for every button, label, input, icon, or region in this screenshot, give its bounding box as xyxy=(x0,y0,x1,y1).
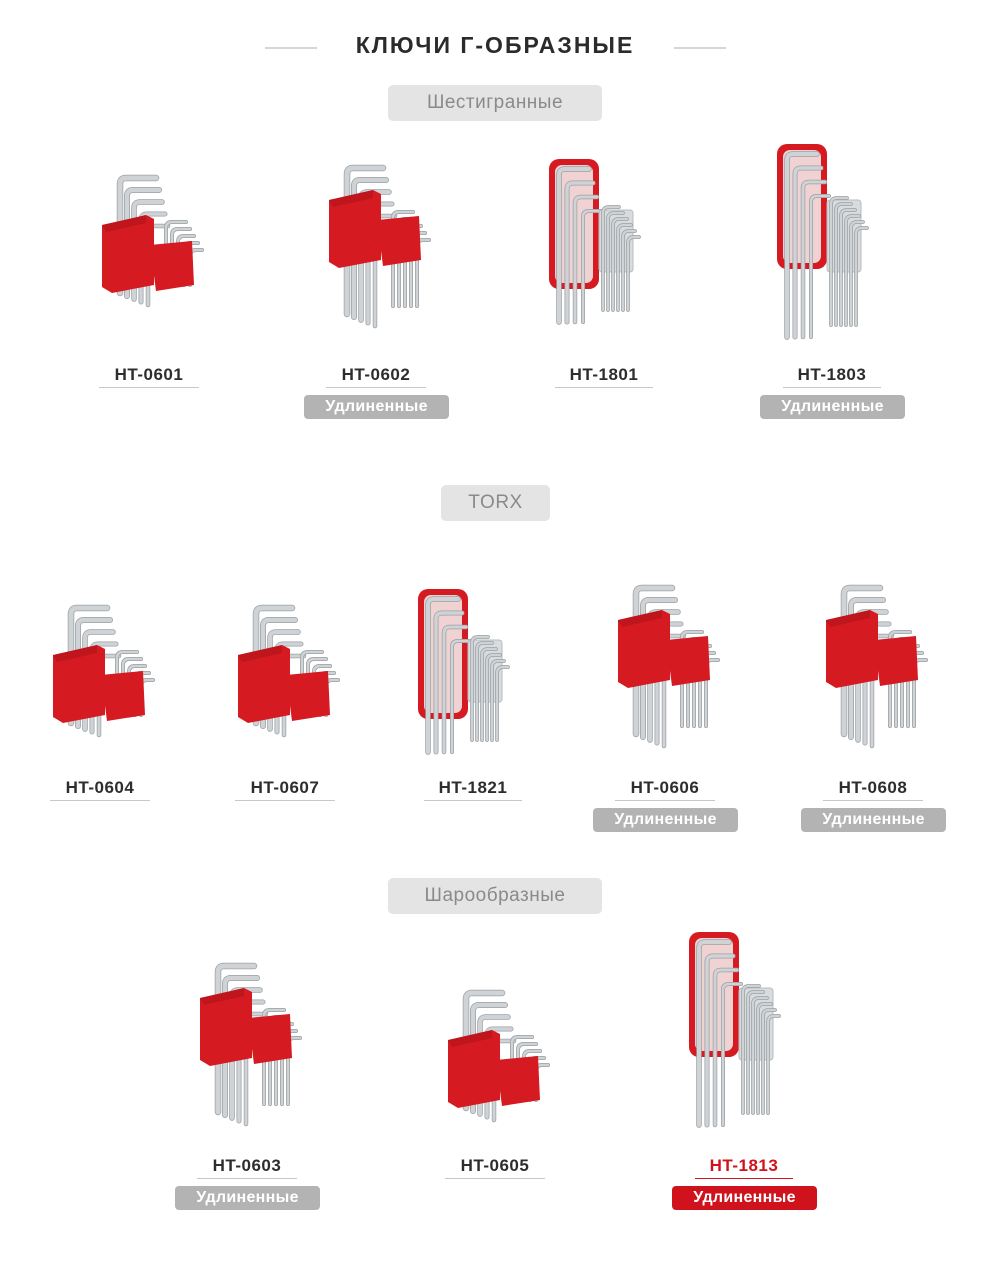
model-label[interactable]: HT-0605 xyxy=(460,1156,530,1175)
model-label[interactable]: HT-1803 xyxy=(797,365,867,384)
product-image xyxy=(747,140,917,345)
product-image xyxy=(15,590,185,740)
model-label[interactable]: HT-1821 xyxy=(438,778,508,797)
title-divider-right xyxy=(674,47,726,49)
model-label[interactable]: HT-0601 xyxy=(114,365,184,384)
section-tag-torx[interactable]: TORX xyxy=(441,485,550,521)
badge-extended: Удлиненные xyxy=(593,808,738,832)
page-header xyxy=(0,30,990,66)
badge-extended: Удлиненные xyxy=(801,808,946,832)
section-tag-ball[interactable]: Шарообразные xyxy=(388,878,602,914)
product-image xyxy=(291,150,461,330)
model-underline xyxy=(823,800,923,801)
model-underline xyxy=(235,800,335,801)
page-title: КЛЮЧИ Г-ОБРАЗНЫЕ xyxy=(355,32,635,58)
product-image xyxy=(580,570,750,750)
product-image xyxy=(519,155,689,330)
product-image xyxy=(64,160,234,310)
model-label[interactable]: HT-1813 xyxy=(709,1156,779,1175)
product-image xyxy=(162,948,332,1128)
model-label[interactable]: HT-0608 xyxy=(838,778,908,797)
model-label[interactable]: HT-0607 xyxy=(250,778,320,797)
badge-extended: Удлиненные xyxy=(672,1186,817,1210)
model-label[interactable]: HT-0606 xyxy=(630,778,700,797)
product-image xyxy=(659,928,829,1133)
section-tag-hex[interactable]: Шестигранные xyxy=(388,85,602,121)
model-underline xyxy=(99,387,199,388)
model-underline xyxy=(555,387,653,388)
model-label[interactable]: HT-0603 xyxy=(212,1156,282,1175)
product-image xyxy=(788,570,958,750)
model-underline xyxy=(445,1178,545,1179)
model-underline xyxy=(615,800,715,801)
badge-extended: Удлиненные xyxy=(760,395,905,419)
model-underline xyxy=(424,800,522,801)
product-image xyxy=(200,590,370,740)
model-underline xyxy=(50,800,150,801)
model-underline xyxy=(783,387,881,388)
product-image xyxy=(388,585,558,760)
badge-extended: Удлиненные xyxy=(175,1186,320,1210)
badge-extended: Удлиненные xyxy=(304,395,449,419)
model-label[interactable]: HT-1801 xyxy=(569,365,639,384)
product-image xyxy=(410,975,580,1125)
model-label[interactable]: HT-0602 xyxy=(341,365,411,384)
model-underline xyxy=(695,1178,793,1179)
model-underline xyxy=(197,1178,297,1179)
model-underline xyxy=(326,387,426,388)
model-label[interactable]: HT-0604 xyxy=(65,778,135,797)
